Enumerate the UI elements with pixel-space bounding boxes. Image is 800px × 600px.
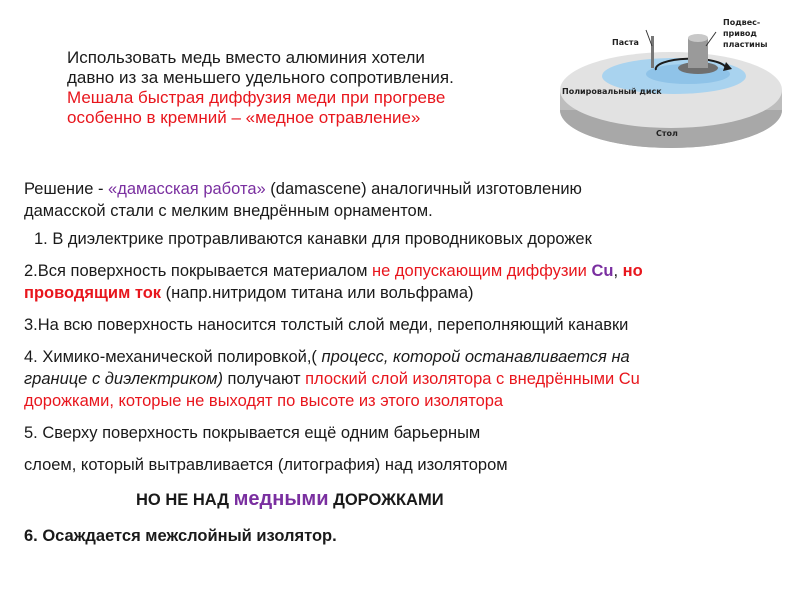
step-2-red-text: не допускающим диффузии	[372, 262, 592, 280]
suspension-label-1: Подвес-	[723, 18, 761, 27]
copper-word: медными	[233, 488, 329, 510]
cmp-polisher-diagram	[548, 10, 794, 160]
step-4-italic-2: границе с диэлектриком)	[24, 370, 223, 388]
suspension-label-3: пластины	[723, 40, 768, 49]
solution-paren-open: (	[265, 180, 276, 198]
solution-rest-line1: аналогичный изготовлению	[366, 180, 582, 198]
step-2-comma: ,	[613, 262, 623, 280]
holder-body	[688, 38, 708, 68]
step-4-mid: получают	[222, 370, 306, 388]
solution-term: «дамасская работа»	[108, 180, 266, 198]
table-label: Стол	[656, 129, 678, 138]
disk-label: Полировальный диск	[562, 87, 662, 96]
step-2-conducting: проводящим ток	[24, 284, 162, 302]
step-4-red-2: дорожками, которые не выходят по высоте из этого изолятора	[24, 392, 504, 410]
step-4-text: Химико-механической полировкой,(	[37, 348, 322, 366]
solution-line-2: дамасской стали с мелким внедрённым орнаментом.	[24, 202, 433, 220]
step-4-number: 4.	[24, 348, 38, 366]
step-2-but: но	[622, 262, 643, 280]
step-4	[24, 346, 794, 412]
solution-paren-close: )	[361, 180, 367, 198]
slurry-dispenser	[651, 36, 654, 68]
step-2-cu: Cu	[591, 262, 614, 280]
step-2-number: 2.	[24, 262, 38, 280]
intro-line-4-red: особенно в кремний – «медное отравление»	[67, 108, 421, 127]
step-4-italic-1: процесс, которой останавливается на	[321, 348, 630, 366]
step-1: 1. В диэлектрике протравливаются канавки для проводниковых дорожек	[34, 230, 592, 248]
step-2	[24, 260, 794, 304]
step-2-tail: (напр.нитридом титана или вольфрама)	[161, 284, 474, 302]
solution-prefix: Решение -	[24, 180, 109, 198]
intro-line-3-red: Мешала быстрая диффузия меди при прогреве	[67, 88, 446, 107]
step-5-line-1	[24, 422, 794, 444]
step-6: 6. Осаждается межслойный изолятор.	[24, 527, 337, 545]
step-3	[24, 314, 794, 336]
step-3-text: На всю поверхность наносится толстый слой меди, переполняющий канавки	[37, 316, 629, 334]
step-2-text: Вся поверхность покрывается материалом	[37, 262, 373, 280]
step-4-red-1: плоский слой изолятора с внедрёнными	[305, 370, 619, 388]
holder-top	[688, 34, 708, 42]
intro-line-2: давно из за меньшего удельного сопротивления.	[67, 68, 454, 87]
not-over-text-3: ДОРОЖКАМИ	[328, 491, 444, 509]
solution-paragraph	[24, 178, 794, 222]
step-5-number: 5.	[24, 424, 38, 442]
main-content	[24, 178, 794, 547]
suspension-label-2: привод	[723, 29, 757, 38]
step-4-red-cu: Cu	[618, 370, 640, 388]
not-over-copper-line	[24, 488, 794, 511]
solution-english-term: damascene	[275, 180, 362, 198]
intro-line-1: Использовать медь вместо алюминия хотели	[67, 48, 425, 67]
step-5-text-1: Сверху поверхность покрывается ещё одним барьерным	[37, 424, 481, 442]
paste-label: Паста	[612, 38, 639, 47]
step-5-line-2: слоем, который вытравливается (литография) над изолятором	[24, 456, 508, 474]
not-over-text-1: НО НЕ НАД	[136, 491, 234, 509]
intro-paragraph	[67, 48, 537, 128]
step-3-number: 3.	[24, 316, 38, 334]
